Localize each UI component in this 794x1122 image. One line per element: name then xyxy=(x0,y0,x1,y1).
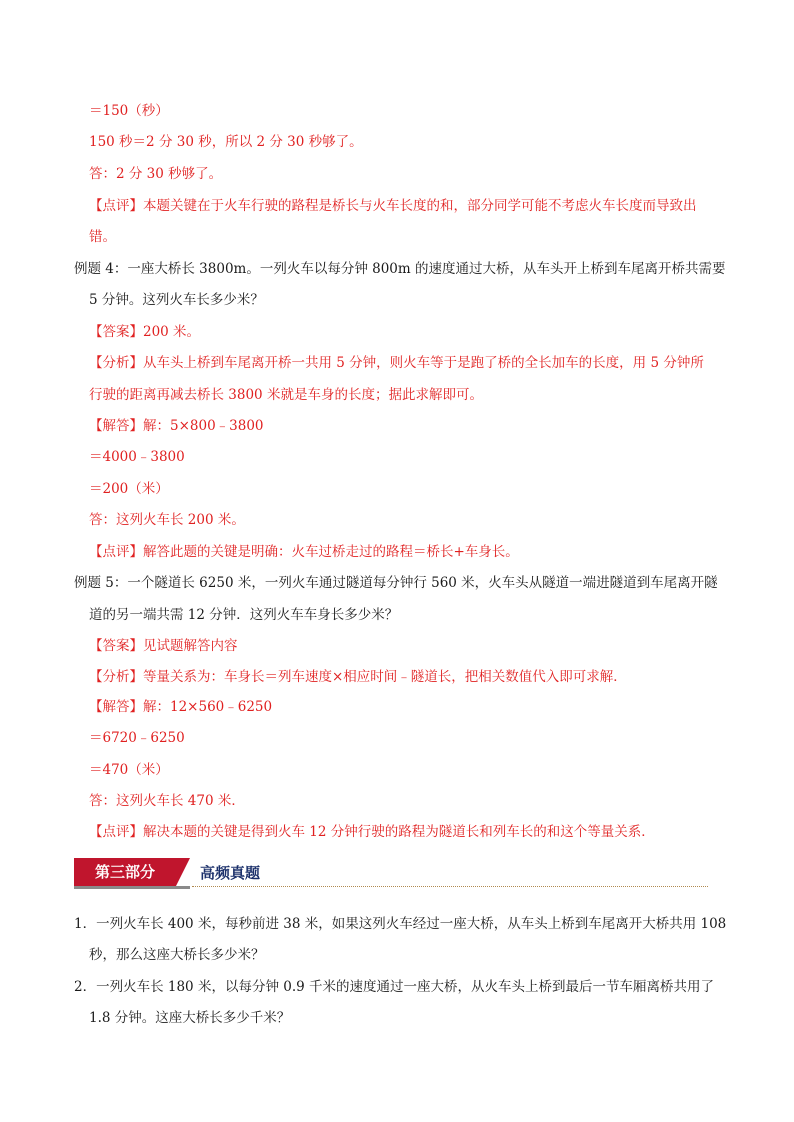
example-5-solution: ＝6720﹣6250 xyxy=(89,730,185,746)
example-4-solution: ＝200（米） xyxy=(89,481,169,497)
question-1: 1．一列火车长 400 米，每秒前进 38 米，如果这列火车经过一座大桥，从车头上桥到车尾离开大桥共用 108 xyxy=(74,916,727,932)
example-4-solution: ＝4000﹣3800 xyxy=(89,449,185,465)
solution-line: ＝150（秒） xyxy=(89,103,169,119)
example-4-solution: 【解答】解：5×800﹣3800 xyxy=(89,418,264,434)
question-1: 秒，那么这座大桥长多少米？ xyxy=(89,947,265,963)
solution-line: 150 秒＝2 分 30 秒，所以 2 分 30 秒够了。 xyxy=(89,134,363,150)
question-2: 1.8 分钟。这座大桥长多少千米？ xyxy=(89,1010,291,1026)
example-5-solution: ＝470（米） xyxy=(89,762,169,778)
example-5-solution: 【解答】解：12×560﹣6250 xyxy=(89,699,273,715)
example-4-solution: 答：这列火车长 200 米。 xyxy=(89,512,245,528)
example-5-question: 道的另一端共需 12 分钟．这列火车车身长多少米？ xyxy=(89,607,399,623)
example-4-answer: 【答案】200 米。 xyxy=(89,324,201,340)
example-5-question: 例题 5：一个隧道长 6250 米，一列火车通过隧道每分钟行 560 米，火车头从隧道一端进隧道到车尾离开隧 xyxy=(74,575,718,591)
comment-line: 错。 xyxy=(89,229,116,245)
section-badge-shadow xyxy=(74,886,190,889)
question-2: 2．一列火车长 180 米，以每分钟 0.9 千米的速度通过一座大桥，从火车头上桥到最后一节车厢离桥共用了 xyxy=(74,979,714,995)
example-4-question: 5 分钟。这列火车长多少米？ xyxy=(89,292,264,308)
answer-line: 答：2 分 30 秒够了。 xyxy=(89,166,223,182)
example-5-solution: 答：这列火车长 470 米． xyxy=(89,793,245,809)
example-4-analysis: 行驶的距离再减去桥长 3800 米就是车身的长度；据此求解即可。 xyxy=(89,387,483,403)
section-divider xyxy=(192,886,708,887)
example-5-comment: 【点评】解决本题的关键是得到火车 12 分钟行驶的路程为隧道长和列车长的和这个等量关系． xyxy=(89,824,655,840)
section-title: 高频真题 xyxy=(200,864,261,882)
example-4-question: 例题 4：一座大桥长 3800m。一列火车以每分钟 800m 的速度通过大桥，从车头开上桥到车尾离开桥共需要 xyxy=(74,261,726,277)
section-badge-label: 第三部分 xyxy=(94,863,155,881)
example-4-comment: 【点评】解答此题的关键是明确：火车过桥走过的路程＝桥长+车身长。 xyxy=(89,544,519,560)
comment-line: 【点评】本题关键在于火车行驶的路程是桥长与火车长度的和，部分同学可能不考虑火车长度而导致出 xyxy=(89,198,697,214)
example-4-analysis: 【分析】从车头上桥到车尾离开桥一共用 5 分钟，则火车等于是跑了桥的全长加车的长度，用 5 分钟所 xyxy=(89,355,704,371)
example-5-analysis: 【分析】等量关系为：车身长＝列车速度×相应时间﹣隧道长，把相关数值代入即可求解． xyxy=(89,669,627,685)
example-5-answer: 【答案】见试题解答内容 xyxy=(89,638,238,654)
section-header xyxy=(74,858,714,888)
